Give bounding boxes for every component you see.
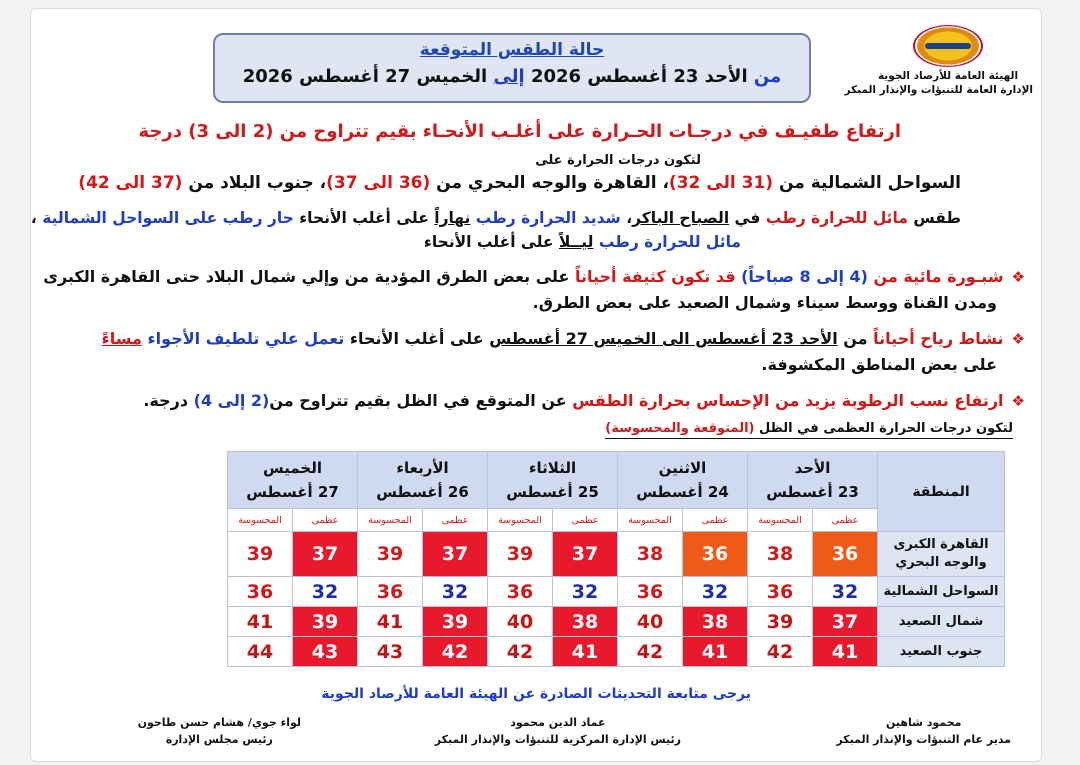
max-temp-cell: 37 xyxy=(813,607,878,637)
bullet-blue: (2 إلى 4) xyxy=(193,391,270,410)
max-temp-cell: 38 xyxy=(553,607,618,637)
temps-value: (31 الى 32) xyxy=(668,173,774,193)
bullet-red: نشاط رياح أحياناً xyxy=(873,329,1004,348)
max-label: عظمى xyxy=(683,509,748,532)
max-temp-cell: 41 xyxy=(553,637,618,667)
from-word: من xyxy=(753,66,782,87)
feel-temp-cell: 36 xyxy=(618,577,683,607)
region-name: القاهرة الكبرى والوجه البحري xyxy=(878,532,1005,577)
max-temp-cell: 41 xyxy=(683,637,748,667)
follow-note: يرجى متابعة التحديثات الصادرة عن الهيئة العامة للأرصاد الجوية xyxy=(321,686,751,702)
from-date: الأحد 23 أغسطس 2026 xyxy=(530,66,748,87)
region-header: المنطقة xyxy=(878,452,1005,532)
temps-text: السواحل الشمالية من xyxy=(773,173,961,193)
feel-temp-cell: 40 xyxy=(488,607,553,637)
max-temp-cell: 41 xyxy=(813,637,878,667)
bullet-underlined: الأحد 23 أغسطس الى الخميس 27 أغسطس xyxy=(489,329,838,348)
desc-highlight: مائل للحرارة رطب xyxy=(598,233,741,251)
desc-text: ، xyxy=(30,209,43,227)
org-department: الإدارة العامة للتنبؤات والإنذار المبكر xyxy=(844,84,1033,96)
feel-temp-cell: 36 xyxy=(358,577,423,607)
bullet-blue: تعمل علي تلطيف الأجواء xyxy=(147,329,345,348)
temps-text: ، القاهرة والوجه البحري من xyxy=(430,173,669,193)
feel-temp-cell: 42 xyxy=(748,637,813,667)
feel-temp-cell: 40 xyxy=(618,607,683,637)
temps-value: (36 الى 37) xyxy=(326,173,431,193)
bullet-icon: ❖ xyxy=(1011,392,1025,410)
signature-title: مدير عام التنبؤات والإنذار المبكر xyxy=(836,733,1011,746)
region-name: جنوب الصعيد xyxy=(878,637,1005,667)
bullet-fog xyxy=(43,267,1025,286)
max-temp-cell: 43 xyxy=(293,637,358,667)
bullet-text: درجة. xyxy=(143,391,194,410)
table-caption xyxy=(605,421,1013,439)
org-name: الهيئة العامة للأرصاد الجوية xyxy=(877,70,1019,82)
day-header xyxy=(358,452,488,509)
feel-temp-cell: 43 xyxy=(358,637,423,667)
max-temp-cell: 38 xyxy=(683,607,748,637)
feel-temp-cell: 39 xyxy=(228,532,293,577)
max-temp-cell: 42 xyxy=(423,637,488,667)
bullet-icon: ❖ xyxy=(1011,268,1025,286)
bullet-red: شبـورة مائية من xyxy=(867,267,1004,286)
max-temp-cell: 39 xyxy=(423,607,488,637)
bullet-icon: ❖ xyxy=(1011,330,1025,348)
signature-block xyxy=(435,714,681,748)
day-date: 23 أغسطس xyxy=(766,483,859,501)
max-label: عظمى xyxy=(423,509,488,532)
weather-desc-line2 xyxy=(424,233,741,251)
max-label: عظمى xyxy=(553,509,618,532)
day-header xyxy=(748,452,878,509)
caption-text: لتكون درجات الحرارة العظمى في الظل xyxy=(754,421,1013,436)
day-name: الأربعاء xyxy=(396,459,449,477)
max-temp-cell: 39 xyxy=(293,607,358,637)
bullet-fog-cont: ومدن القناة ووسط سيناء وشمال الصعيد على بعض الطرق. xyxy=(532,293,997,312)
max-temp-cell: 32 xyxy=(423,577,488,607)
signature-block xyxy=(836,714,1011,748)
max-temp-cell: 37 xyxy=(423,532,488,577)
desc-underlined: الصباح الباكر xyxy=(632,209,730,227)
desc-text: طقس xyxy=(907,209,961,227)
feel-label: المحسوسة xyxy=(358,509,423,532)
bullet-text: على بعض الطرق المؤدية من وإلي شمال البلاد حتى القاهرة الكبرى xyxy=(43,267,575,286)
max-temp-cell: 32 xyxy=(813,577,878,607)
region-name: السواحل الشمالية xyxy=(878,577,1005,607)
desc-text: ، xyxy=(620,209,633,227)
day-date: 27 أغسطس xyxy=(246,483,339,501)
bullet-red: ارتفاع نسب الرطوبة يزيد من الإحساس بحرارة الطقس xyxy=(572,391,1004,410)
bullet-blue: (4 إلى 8 صباحاً) xyxy=(741,267,868,286)
to-word: إلى xyxy=(493,66,525,87)
title-box xyxy=(213,33,811,103)
table-row xyxy=(228,607,1005,637)
caption-red: (المتوقعة والمحسوسة) xyxy=(605,421,755,436)
weather-desc-line1 xyxy=(31,209,961,227)
feel-label: المحسوسة xyxy=(618,509,683,532)
desc-text: على أغلب الأنحاء xyxy=(293,209,435,227)
headline: ارتفاع طفيـف في درجـات الحـرارة على أغلـب الأنحـاء بقيم تتراوح من (2 الى 3) درجة xyxy=(138,121,901,142)
signature-block xyxy=(138,714,301,748)
page-title: حالة الطقس المتوقعة xyxy=(419,40,605,60)
desc-text: على أغلب الأنحاء xyxy=(423,233,559,251)
day-date: 25 أغسطس xyxy=(506,483,599,501)
max-temp-cell: 32 xyxy=(293,577,358,607)
bullet-red: قد تكون كثيفة أحياناً xyxy=(574,267,742,286)
feel-label: المحسوسة xyxy=(488,509,553,532)
temps-summary xyxy=(78,173,961,193)
feel-temp-cell: 42 xyxy=(618,637,683,667)
feel-temp-cell: 44 xyxy=(228,637,293,667)
signature-name: محمود شاهين xyxy=(885,716,962,729)
signature-name: عماد الدين محمود xyxy=(510,716,606,729)
temperature-table xyxy=(227,451,1005,667)
bullet-humidity xyxy=(143,391,1025,410)
temps-text: ، جنوب البلاد من xyxy=(182,173,327,193)
day-date: 26 أغسطس xyxy=(376,483,469,501)
feel-label: المحسوسة xyxy=(748,509,813,532)
day-name: الاثنين xyxy=(658,459,707,477)
max-label: عظمى xyxy=(293,509,358,532)
max-temp-cell: 32 xyxy=(553,577,618,607)
max-temp-cell: 37 xyxy=(293,532,358,577)
table-row xyxy=(228,532,1005,577)
to-date: الخميس 27 أغسطس 2026 xyxy=(242,66,488,87)
max-temp-cell: 32 xyxy=(683,577,748,607)
table-row xyxy=(228,577,1005,607)
feel-temp-cell: 41 xyxy=(358,607,423,637)
feel-temp-cell: 42 xyxy=(488,637,553,667)
feel-temp-cell: 41 xyxy=(228,607,293,637)
feel-temp-cell: 39 xyxy=(358,532,423,577)
bullet-wind xyxy=(102,329,1025,348)
org-header xyxy=(844,25,1033,97)
day-name: الأحد xyxy=(794,459,831,477)
region-name: شمال الصعيد xyxy=(878,607,1005,637)
feel-temp-cell: 36 xyxy=(228,577,293,607)
feel-temp-cell: 38 xyxy=(748,532,813,577)
signature-title: رئيس الإدارة المركزية للتنبؤات والإنذار المبكر xyxy=(434,733,681,746)
ema-logo-icon xyxy=(913,25,983,67)
feel-temp-cell: 39 xyxy=(488,532,553,577)
max-temp-cell: 37 xyxy=(553,532,618,577)
bullet-text: عن المتوقع في الظل بقيم تتراوح من xyxy=(269,391,573,410)
table-row xyxy=(228,637,1005,667)
day-header xyxy=(618,452,748,509)
bullet-text: من xyxy=(837,329,874,348)
bullet-wind-cont: على بعض المناطق المكشوفة. xyxy=(761,355,997,374)
subheadline: لتكون درجات الحرارة على xyxy=(535,153,701,168)
desc-highlight: حار رطب على السواحل الشمالية xyxy=(42,209,294,227)
bullet-red: مساءً xyxy=(101,329,142,348)
desc-underlined: نهاراً xyxy=(434,209,471,227)
date-range xyxy=(215,66,809,87)
feel-temp-cell: 36 xyxy=(748,577,813,607)
day-name: الثلاثاء xyxy=(528,459,577,477)
feel-temp-cell: 38 xyxy=(618,532,683,577)
bullet-text: على أغلب الأنحاء xyxy=(344,329,490,348)
day-header xyxy=(228,452,358,509)
max-temp-cell: 36 xyxy=(683,532,748,577)
max-temp-cell: 36 xyxy=(813,532,878,577)
signature-name: لواء جوي/ هشام حسن طاحون xyxy=(137,716,301,729)
signature-title: رئيس مجلس الإدارة xyxy=(165,733,273,746)
max-label: عظمى xyxy=(813,509,878,532)
feel-label: المحسوسة xyxy=(228,509,293,532)
day-date: 24 أغسطس xyxy=(636,483,729,501)
day-name: الخميس xyxy=(263,459,322,477)
desc-text: في xyxy=(729,209,766,227)
day-header xyxy=(488,452,618,509)
feel-temp-cell: 39 xyxy=(748,607,813,637)
desc-underlined: ليــلاً xyxy=(558,233,594,251)
temps-value: (37 الى 42) xyxy=(78,173,183,193)
desc-highlight: شديد الحرارة رطب xyxy=(475,209,621,227)
feel-temp-cell: 36 xyxy=(488,577,553,607)
desc-highlight: مائل للحرارة رطب xyxy=(765,209,908,227)
forecast-sheet xyxy=(30,8,1042,762)
